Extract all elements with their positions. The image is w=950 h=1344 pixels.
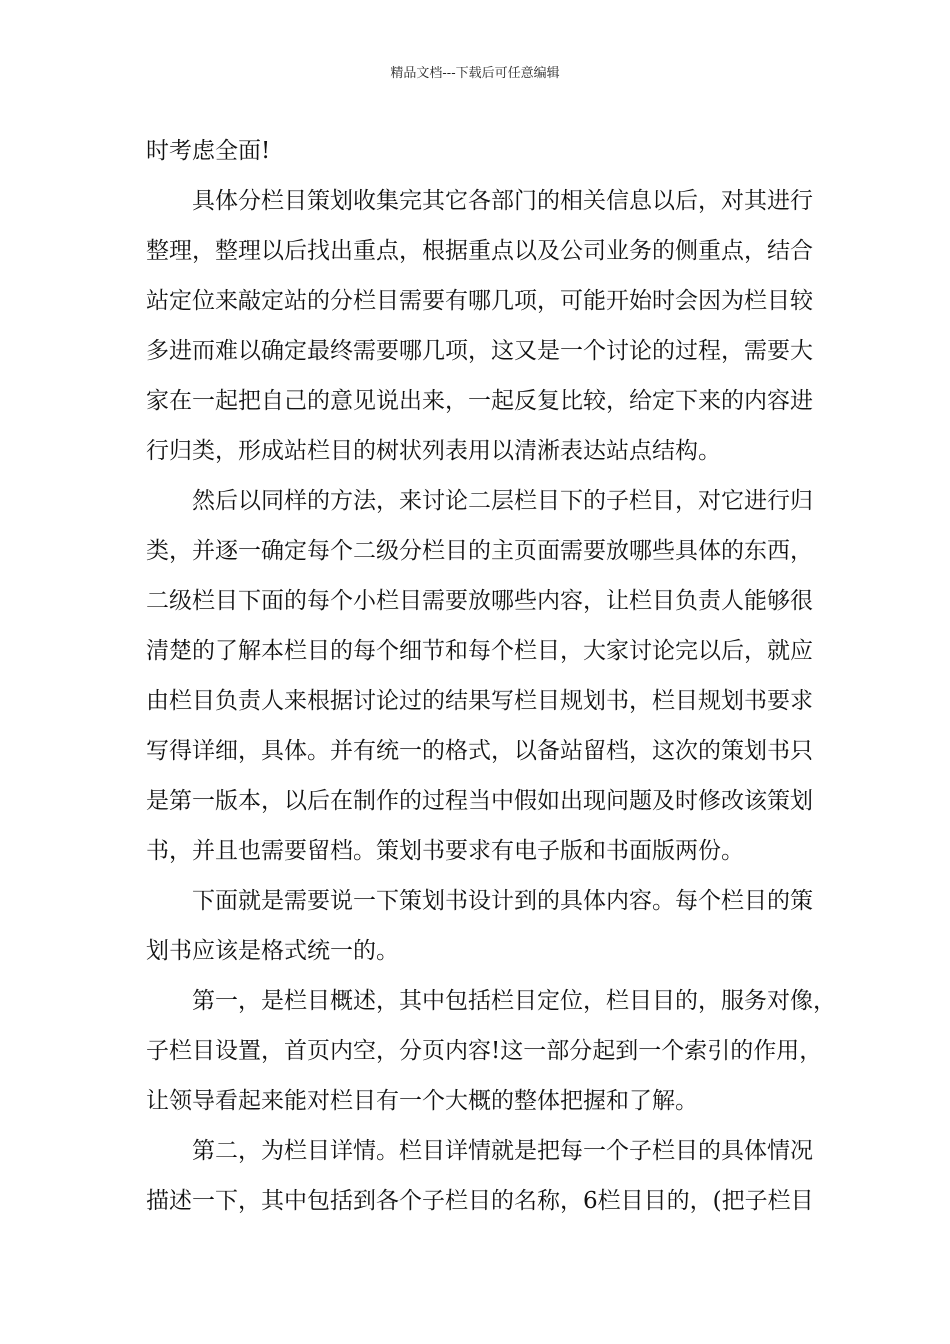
text-line: 家在一起把自己的意见说出来，一起反复比较，给定下来的内容进 — [146, 388, 813, 414]
text-line: 时考虑全面! — [146, 138, 271, 164]
text-line: 第二，为栏目详情。栏目详情就是把每一个子栏目的具体情况 — [192, 1138, 813, 1164]
text-line: 让领导看起来能对栏目有一个大概的整体把握和了解。 — [146, 1088, 698, 1114]
text-line: 行归类，形成站栏目的树状列表用以清淅表达站点结构。 — [146, 438, 721, 464]
text-line: 具体分栏目策划收集完其它各部门的相关信息以后，对其进行 — [192, 188, 813, 214]
paragraph — [146, 126, 814, 176]
text-line: 下面就是需要说一下策划书设计到的具体内容。每个栏目的策 — [192, 888, 813, 914]
text-line: 第一，是栏目概述，其中包括栏目定位，栏目目的，服务对像， — [192, 988, 836, 1014]
text-line: 子栏目设置，首页内空，分页内容!这一部分起到一个索引的作用， — [146, 1038, 823, 1064]
text-line: 二级栏目下面的每个小栏目需要放哪些内容，让栏目负责人能够很 — [146, 588, 813, 614]
text-line: 划书应该是格式统一的。 — [146, 938, 399, 964]
text-line: 类，并逐一确定每个二级分栏目的主页面需要放哪些具体的东西， — [146, 538, 813, 564]
paragraph — [146, 876, 814, 976]
text-line: 描述一下，其中包括到各个子栏目的名称，6栏目目的，(把子栏目 — [146, 1188, 814, 1214]
text-line: 写得详细，具体。并有统一的格式，以备站留档，这次的策划书只 — [146, 738, 813, 764]
document-body — [146, 126, 836, 1226]
text-line: 站定位来敲定站的分栏目需要有哪几项，可能开始时会因为栏目较 — [146, 288, 813, 314]
text-line: 由栏目负责人来根据讨论过的结果写栏目规划书，栏目规划书要求 — [146, 688, 813, 714]
text-line: 清楚的了解本栏目的每个细节和每个栏目，大家讨论完以后，就应 — [146, 638, 813, 664]
paragraph — [146, 476, 814, 876]
text-line: 书，并且也需要留档。策划书要求有电子版和书面版两份。 — [146, 838, 744, 864]
paragraph — [146, 176, 814, 476]
page-header: 精品文档---下载后可任意编辑 — [390, 66, 560, 81]
text-line: 然后以同样的方法，来讨论二层栏目下的子栏目，对它进行归 — [192, 488, 813, 514]
paragraph — [146, 976, 836, 1126]
text-line: 整理，整理以后找出重点，根据重点以及公司业务的侧重点，结合 — [146, 238, 813, 264]
text-line: 多进而难以确定最终需要哪几项，这又是一个讨论的过程，需要大 — [146, 338, 813, 364]
text-line: 是第一版本，以后在制作的过程当中假如出现问题及时修改该策划 — [146, 788, 813, 814]
paragraph — [146, 1126, 814, 1226]
